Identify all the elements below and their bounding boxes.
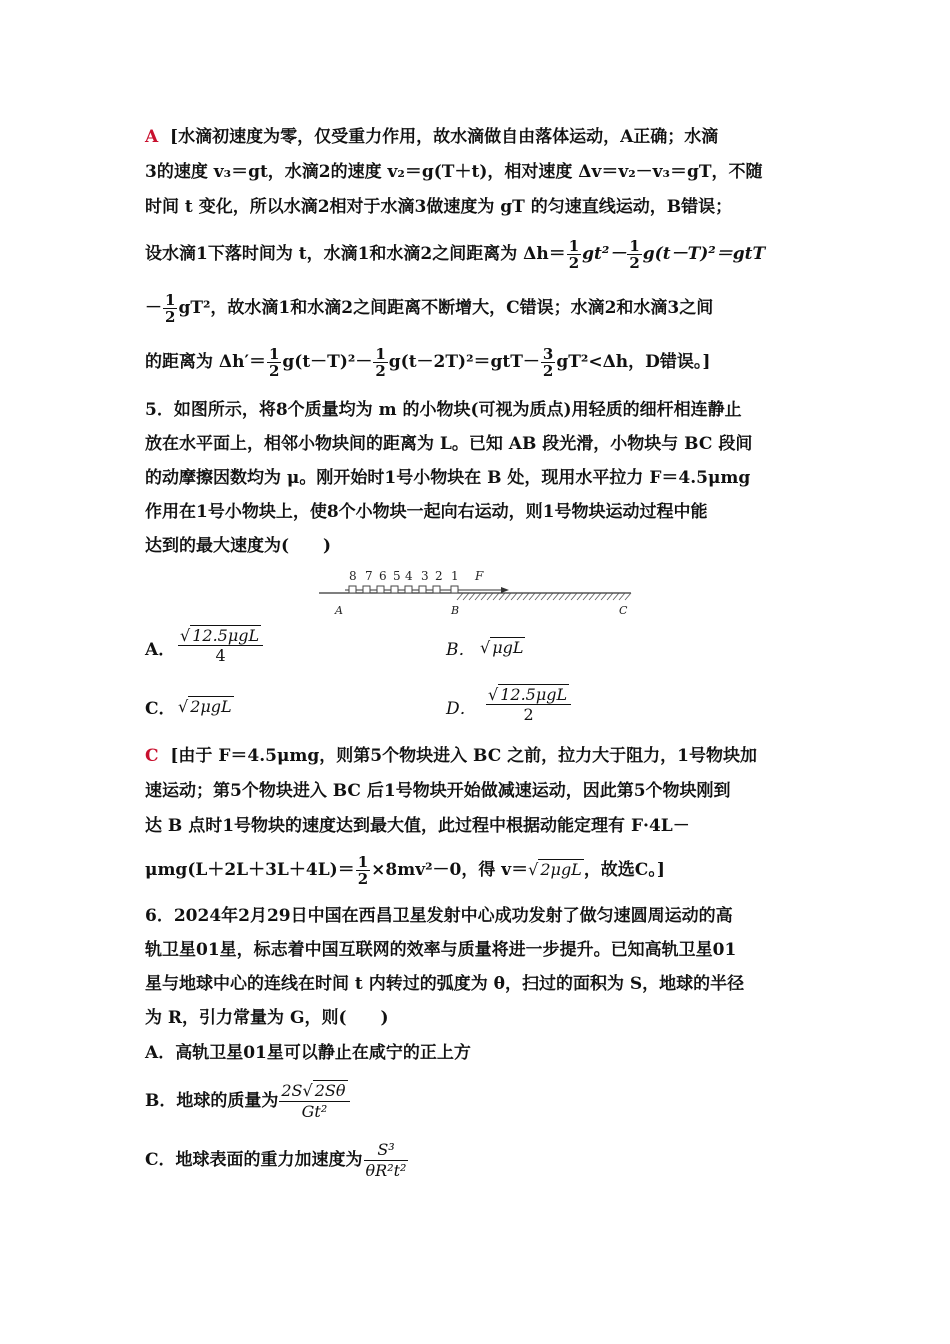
q6-stem-line4: 为 R，引力常量为 G，则( ) [145,1008,389,1028]
q5-option-c-value [178,697,234,716]
fraction-half: $\frac{1}{2}$ [375,345,386,380]
fraction-half: $\frac{1}{2}$ [629,237,640,272]
block-3 [419,586,426,593]
q5-answer-letter: C [145,746,159,766]
force-arrowhead [501,587,509,593]
point-a-label: A [335,604,343,617]
sqrt-icon: √ 2Sθ [302,1081,346,1100]
q5-option-c-label: C． [145,699,176,719]
q5-option-a-label: A． [145,640,176,660]
q4-answer-text4c: g(t－T)²＝gtT [642,244,766,264]
block-5 [391,586,398,593]
q5-stem-line1: 5．如图所示，将8个质量均为 m 的小物块(可视为质点)用轻质的细杆相连静止 [145,400,742,420]
q5-answer-line2: 速运动；第5个物块进入 BC 后1号物块开始做减速运动，因此第5个物块刚到 [145,781,731,801]
q6-option-c-fraction: $\frac{\text{S³}}{\text{θR²t²}}$ [365,1140,407,1180]
q5-answer-line1: C [由于 F＝4.5μmg，则第5个物块进入 BC 之前，拉力大于阻力，1号物块加 [145,746,758,766]
q4-answer-line1 [145,125,810,149]
q6-option-b-fraction: $\frac{2S√ 2S\theta}{\text{Gt²}}$ [279,1081,349,1122]
q5-option-b-value [480,638,525,657]
fraction-three-half: $\frac{3}{2}$ [542,345,554,380]
block-label-5: 5 [393,569,401,583]
friction-hatching [457,593,631,600]
q5-option-b-label: B． [446,640,476,660]
sqrt-icon: √ 2μgL [528,860,582,879]
q5-option-d-value: √ 12.5μgL 2 [486,685,571,724]
blocks-figure [315,566,635,620]
block-label-2: 2 [435,569,443,583]
q4-answer-line6: 的距离为 Δh′＝ $\frac{1}{2}$ g(t－T)²－ $\frac{1}{2}$ g(t－2T)²＝gtT－ $\frac{3}{2}$ gT²<Δh，D错误。] [145,345,711,380]
fraction-half: $\frac{1}{2}$ [568,237,580,272]
q4-answer-line4 [145,236,810,272]
q5-stem-line2: 放在水平面上，相邻小物块间的距离为 L。已知 AB 段光滑，小物块与 BC 段间 [145,434,753,454]
q5-answer-line3: 达 B 点时1号物块的速度达到最大值，此过程中根据动能定理有 F·4L－ [145,816,690,836]
q6-stem-line2: 轨卫星01星，标志着中国互联网的效率与质量将进一步提升。已知高轨卫星01 [145,940,737,960]
q5-stem-line3: 的动摩擦因数均为 μ。刚开始时1号小物块在 B 处，现用水平拉力 F＝4.5μmg [145,468,751,488]
q4-answer-text4a: 设水滴1下落时间为 t，水滴1和水滴2之间距离为 Δh＝ [145,244,566,264]
q4-answer-text4b: gt²－ [582,244,627,264]
q5-answer-line4: μmg(L＋2L＋3L＋4L)＝ $\frac{1}{2}$ ×8mv²－0，得 v＝√ 2μgL ，故选C。] [145,853,665,888]
q4-answer-text1: [水滴初速度为零，仅受重力作用，故水滴做自由落体运动，A正确；水滴 [170,127,719,147]
fraction-half: $\frac{1}{2}$ [357,853,369,888]
block-label-3: 3 [421,569,429,583]
fraction-half: $\frac{1}{2}$ [165,291,176,326]
fraction-half: $\frac{1}{2}$ [268,345,280,380]
q6-option-a: A．高轨卫星01星可以静止在咸宁的正上方 [145,1043,471,1063]
q4-answer-text5b: gT²，故水滴1和水滴2之间距离不断增大，C错误；水滴2和水滴3之间 [178,298,714,318]
q6-option-b: B．地球的质量为 $\frac{2S√ 2S\theta}{\text{Gt²}}$ [145,1078,810,1124]
block-8 [349,586,356,593]
q4-answer-line3: 时间 t 变化，所以水滴2相对于水滴3做速度为 gT 的匀速直线运动，B错误； [145,197,733,217]
block-4 [405,586,412,593]
point-b-label: B [451,604,460,617]
q6-option-c: C．地球表面的重力加速度为 $\frac{\text{S³}}{\text{θR²t²}}$ [145,1140,407,1180]
block-6 [377,586,384,593]
block-label-1: 1 [451,569,459,583]
block-label-6: 6 [379,569,387,583]
block-label-4: 4 [405,569,413,583]
q4-answer-line5: － $\frac{1}{2}$ gT²，故水滴1和水滴2之间距离不断增大，C错误；水滴2和水滴3之间 [145,291,714,326]
q6-stem-line1: 6．2024年2月29日中国在西昌卫星发射中心成功发射了做匀速圆周运动的高 [145,906,733,926]
q6-stem-line3: 星与地球中心的连线在时间 t 内转过的弧度为 θ，扫过的面积为 S，地球的半径 [145,974,745,994]
sqrt-icon: √ 12.5μgL [488,685,568,704]
block-1 [451,586,458,593]
q4-answer-letter: A [145,127,159,147]
force-label: F [475,569,484,583]
sqrt-icon: √ μgL [480,638,524,657]
block-label-8: 8 [349,569,357,583]
q5-stem-line4: 作用在1号小物块上，使8个小物块一起向右运动，则1号物块运动过程中能 [145,502,708,522]
q4-answer-line2: 3的速度 v₃＝gt，水滴2的速度 v₂＝g(T＋t)，相对速度 Δv＝v₂－v₃＝gT，不随 [145,162,763,182]
point-c-label: C [619,604,628,617]
block-7 [363,586,370,593]
sqrt-icon: √ 12.5μgL [180,626,260,645]
block-2 [433,586,440,593]
q5-stem-line5: 达到的最大速度为( ) [145,536,332,556]
block-label-7: 7 [365,569,373,583]
q5-option-a-value: √ 12.5μgL 4 [178,626,263,665]
q5-option-d-label: D． [446,699,477,719]
sqrt-icon: √ 2μgL [178,697,232,716]
